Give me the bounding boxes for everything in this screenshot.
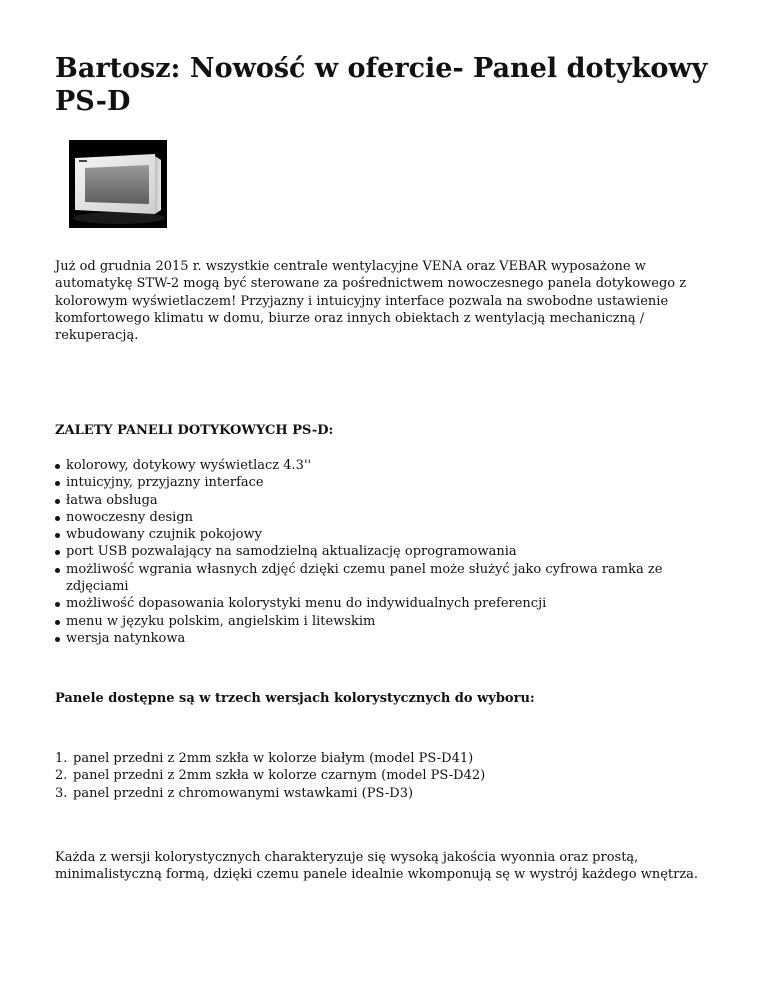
- closing-paragraph: Każda z wersji kolorystycznych charakteryzuje się wysoką jakościa wyonnia oraz prostą, minimalistyczną formą, dzięki czemu panele idealnie wkomponują sę w wystrój każdego wnętrza.: [55, 850, 699, 883]
- list-item: możliwość dopasowania kolorystyki menu do indywidualnych preferencji: [55, 595, 675, 612]
- list-item-text: panel przedni z 2mm szkła w kolorze czarnym (model PS-D42): [73, 768, 486, 784]
- list-number: 1.: [55, 751, 68, 766]
- list-item: menu w języku polskim, angielskim i litewskim: [55, 613, 675, 630]
- list-item-text: panel przedni z chromowanymi wstawkami (PS-D3): [73, 785, 414, 801]
- list-item: łatwa obsługa: [55, 492, 675, 509]
- variants-list: [55, 750, 675, 802]
- list-item: port USB pozwalający na samodzielną aktualizację oprogramowania: [55, 543, 675, 560]
- list-item: nowoczesny design: [55, 509, 675, 526]
- page-title: Bartosz: Nowość w ofercie- Panel dotykowy PS-D: [55, 53, 708, 117]
- list-item: [55, 750, 675, 767]
- list-item: [55, 785, 675, 802]
- list-number: 2.: [55, 768, 68, 784]
- list-item-text: panel przedni z 2mm szkła w kolorze białym (model PS-D41): [73, 751, 474, 766]
- list-item: intuicyjny, przyjazny interface: [55, 474, 675, 491]
- product-photo-touch-panel: [69, 140, 167, 228]
- features-heading: ZALETY PANELI DOTYKOWYCH PS-D:: [55, 423, 334, 438]
- list-item: [55, 767, 675, 784]
- list-item: wersja natynkowa: [55, 630, 675, 647]
- list-item: wbudowany czujnik pokojowy: [55, 526, 675, 543]
- article: [55, 52, 715, 883]
- list-number: 3.: [55, 785, 68, 801]
- intro-paragraph: Już od grudnia 2015 r. wszystkie centrale wentylacyjne VENA oraz VEBAR wyposażone w automatykę STW-2 mogą być sterowane za pośrednictwem nowoczesnego panela dotykowego z kolorowym wyświetlaczem! Przyjazny i intuicyjny interface pozwala na swobodne ustawienie komfortowego klimatu w domu, biurze oraz innych obiektach z wentylacją mechaniczną / rekuperacją.: [55, 259, 687, 344]
- features-list: [55, 457, 675, 647]
- list-item: kolorowy, dotykowy wyświetlacz 4.3'': [55, 457, 675, 474]
- list-item: możliwość wgrania własnych zdjęć dzięki czemu panel może służyć jako cyfrowa ramka ze zdjęciami: [55, 561, 675, 596]
- variants-heading: Panele dostępne są w trzech wersjach kolorystycznych do wyboru:: [55, 691, 535, 706]
